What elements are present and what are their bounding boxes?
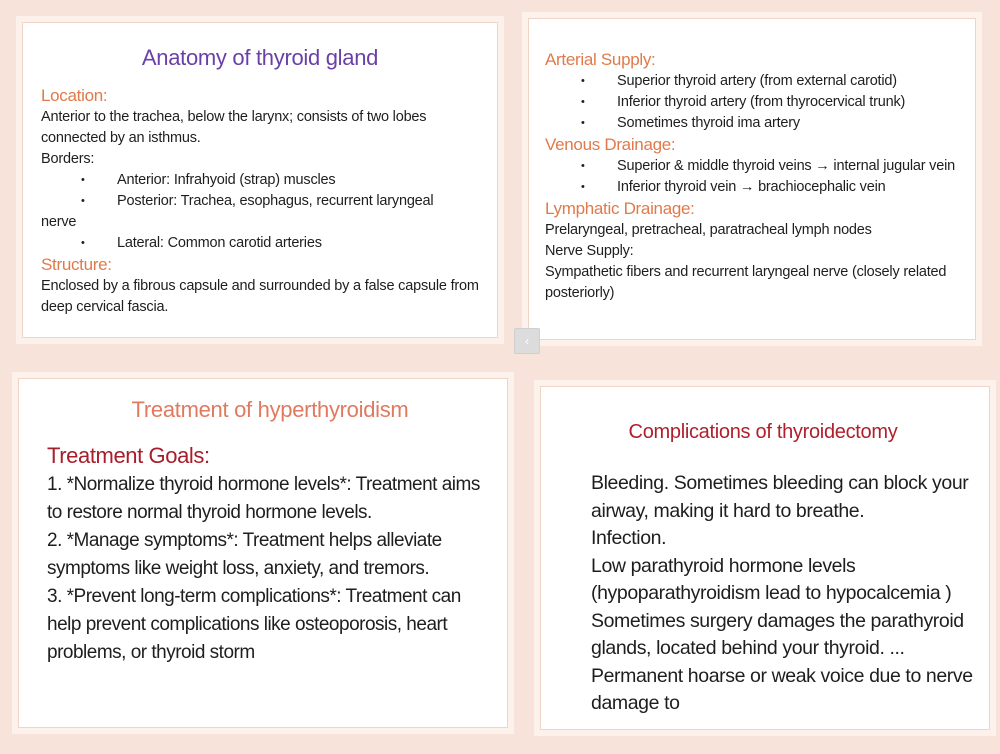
complication-item: Bleeding. Sometimes bleeding can block your airway, making it hard to breathe. <box>591 472 969 522</box>
bullet-icon: • <box>581 75 585 87</box>
structure-heading: Structure: <box>41 255 112 274</box>
complication-item: Low parathyroid hormone levels (hypoparathyroidism lead to hypocalcemia ) <box>591 554 952 604</box>
location-heading: Location: <box>41 86 108 105</box>
arterial-item <box>545 113 961 134</box>
border-lateral-text: Lateral: Common carotid arteries <box>117 235 322 251</box>
border-anterior-text: Anterior: Infrahyoid (strap) muscles <box>117 172 336 188</box>
venous-item-text: Inferior thyroid vein → brachiocephalic vein <box>617 179 886 195</box>
scroll-handle-icon[interactable]: ‹ <box>514 328 540 354</box>
border-anterior-item <box>41 170 479 191</box>
bullet-icon: • <box>581 117 585 129</box>
complication-item: Permanent hoarse or weak voice due to nerve damage to <box>591 664 973 714</box>
borders-label: Borders: <box>41 151 95 167</box>
lymphatic-heading: Lymphatic Drainage: <box>545 199 695 218</box>
arterial-item <box>545 71 961 92</box>
arterial-item-text: Superior thyroid artery (from external carotid) <box>617 73 897 89</box>
bullet-icon: • <box>581 160 585 172</box>
complication-item: Sometimes surgery damages the parathyroid glands, located behind your thyroid. ... <box>591 609 964 659</box>
goal-item: 1. *Normalize thyroid hormone levels*: Treatment aims to restore normal thyroid hormone levels. <box>47 474 480 523</box>
goal-item: 2. *Manage symptoms*: Treatment helps alleviate symptoms like weight loss, anxiety, and tremors. <box>47 530 442 579</box>
complications-card <box>540 386 990 730</box>
arterial-item <box>545 92 961 113</box>
nerve-label: Nerve Supply: <box>545 243 634 259</box>
complications-title: Complications of thyroidectomy <box>628 421 898 443</box>
anatomy-title: Anatomy of thyroid gland <box>141 45 379 70</box>
venous-item-text: Superior & middle thyroid veins → internal jugular vein <box>617 158 955 174</box>
nerve-text: Sympathetic fibers and recurrent laryngeal nerve (closely related posteriorly) <box>545 264 947 301</box>
lymphatic-text: Prelaryngeal, pretracheal, paratracheal lymph nodes <box>545 222 872 238</box>
border-posterior-cont: nerve <box>41 214 77 230</box>
bullet-icon: • <box>581 96 585 108</box>
complication-item: Infection. <box>591 527 667 549</box>
venous-heading: Venous Drainage: <box>545 135 676 154</box>
location-text: Anterior to the trachea, below the larynx; consists of two lobes connected by an isthmus. <box>41 109 427 146</box>
border-posterior-text: Posterior: Trachea, esophagus, recurrent laryngeal <box>117 193 434 209</box>
anatomy-card <box>22 22 498 338</box>
arterial-heading: Arterial Supply: <box>545 50 656 69</box>
goal-item: 3. *Prevent long-term complications*: Treatment can help prevent complications like osteoporosis, heart problems, or thyroid storm <box>47 586 461 663</box>
bullet-icon: • <box>81 195 85 207</box>
treatment-goals-heading: Treatment Goals: <box>47 443 210 468</box>
venous-item <box>545 156 961 177</box>
supply-card <box>528 18 976 340</box>
arterial-item-text: Inferior thyroid artery (from thyrocervical trunk) <box>617 94 906 110</box>
arterial-item-text: Sometimes thyroid ima artery <box>617 115 800 131</box>
bullet-icon: • <box>81 237 85 249</box>
bullet-icon: • <box>81 174 85 186</box>
venous-item <box>545 177 961 198</box>
hyperthyroidism-card <box>18 378 508 728</box>
border-lateral-item <box>41 233 479 254</box>
hyperthyroidism-title: Treatment of hyperthyroidism <box>131 397 409 422</box>
structure-text: Enclosed by a fibrous capsule and surrounded by a false capsule from deep cervical fascia. <box>41 278 479 315</box>
border-posterior-item <box>41 191 479 212</box>
bullet-icon: • <box>581 181 585 193</box>
